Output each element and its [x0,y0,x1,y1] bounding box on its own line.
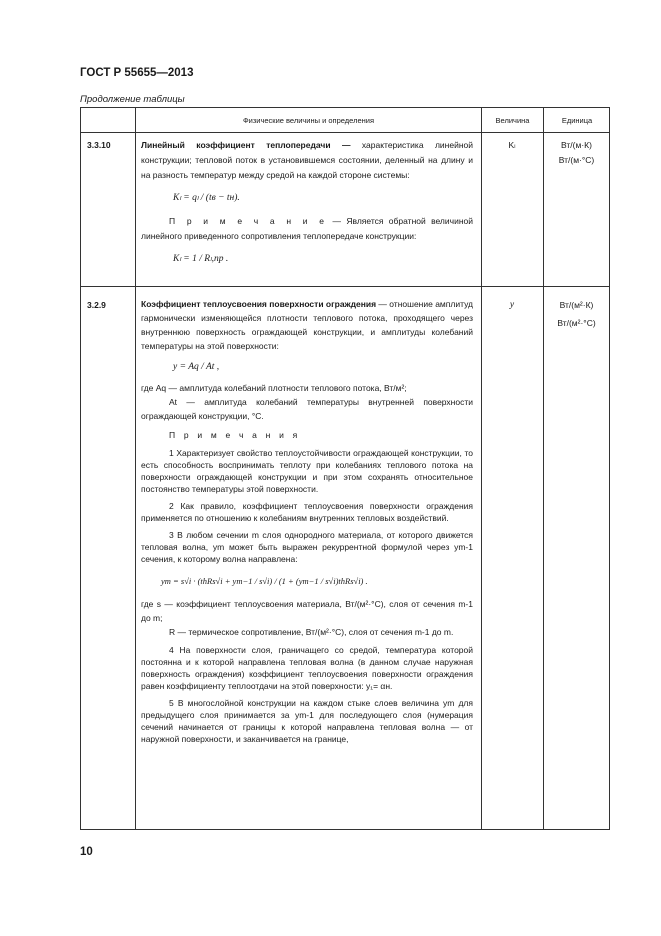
where-line: R — термическое сопротивление, Вт/(м²·°С), слоя от сечения m-1 до m. [169,627,454,637]
header-divider [81,132,609,133]
note-paragraph: 1 Характеризует свойство теплоустойчивости ограждающей конструкции, то есть способность воспринимать теплоту при колебаниях теплового потока на поверхности ограждающей конструкции и при этом сохранять относительное постоянство температуры этой поверхности. [141,448,473,494]
unit-line: Вт/(м²·К) [559,300,594,310]
definition-text: характеристика линейной конструкции; тепловой поток в установившемся состоянии, деленный на длину и на разность температур между средой на каждой стороне системы: [141,140,474,180]
formula: ym = s√i · (thRs√i + ym−1 / s√i) / (1 + (ym−1 / s√i)thRs√i) . [161,576,368,586]
row-units [544,298,609,331]
unit-line: Вт/(м·К) [561,140,592,150]
row-units [544,138,609,168]
where-line: At — амплитуда колебаний температуры внутренней поверхности ограждающей конструкции, °С. [141,397,473,421]
note-paragraph: 5 В многослойной конструкции на каждом стыке слоев величина ym для предыдущего слоя принимается за ym-1 для последующего слоя (нумерация сечений начинается от границы к которой направлена тепловая волна — от наружной поверхности, и заканчивается на границе, [141,698,473,744]
formula: Kₗ = 1 / Rₗ,пр . [173,254,229,264]
row-definition [141,297,473,745]
term: Коэффициент теплоусвоения поверхности ограждения [141,299,377,309]
note-paragraph: 2 Как правило, коэффициент теплоусвоения поверхности ограждения применяется по отношению к колебаниям внутренних тепловых воздействий. [141,501,473,523]
column-header-unit: Единица [561,115,593,125]
page-number: 10 [80,846,93,858]
note-text: — Является обратной величиной линейного приведенного сопротивления теплопередаче конструкции: [141,216,473,241]
row-symbol: y [509,300,515,310]
term: Линейный коэффициент теплопередачи — [141,140,351,150]
column-header-definitions: Физические величины и определения [242,115,375,125]
where-line: где Aq — амплитуда колебаний плотности теплового потока, Вт/м²; [141,383,407,393]
column-divider [135,108,136,829]
row-symbol: Kₗ [508,140,516,150]
notes-title: П р и м е ч а н и я [169,430,301,440]
unit-line: Вт/(м²·°С) [557,318,596,328]
note-paragraph: 3 В любом сечении m слоя однородного материала, от которого движется тепловая волна, ym может быть выражен рекуррентной формулой через ym-1 сечения, к которому волна направлена: [141,530,473,564]
table-continuation-caption: Продолжение таблицы [80,94,185,105]
row-code: 3.2.9 [87,300,106,310]
note-paragraph: 4 На поверхности слоя, граничащего со средой, температура которой постоянна и к которой направлена тепловая волна (в данном случае наружная поверхность ограждения) коэффициент теплоусвоения поверхности ограждения равен коэффициенту теплоотдачи на этой поверхности: y₁= αн. [141,645,473,691]
unit-line: Вт/(м·°С) [558,155,595,165]
definition-text: — отношение амплитуд гармонически изменяющейся плотности теплового потока, проходящего через внутреннюю поверхность ограждающей конструкции, и амплитуды колебаний температуры на этой поверхности: [141,299,473,351]
column-divider [481,108,482,829]
row-code: 3.3.10 [87,140,111,150]
note-title: П р и м е ч а н и е [169,216,328,226]
column-header-quantity: Величина [495,115,530,125]
standard-header: ГОСТ Р 55655—2013 [80,67,194,79]
where-line: где s — коэффициент теплоусвоения материала, Вт/(м²·°С), слоя от сечения m-1 до m; [141,599,473,623]
row-divider [81,286,609,287]
column-divider [543,108,544,829]
definitions-table [80,107,610,830]
formula: Kₗ = qₗ / (tв − tн). [173,193,240,203]
formula: y = Aq / At , [173,362,220,372]
row-definition [141,138,473,267]
